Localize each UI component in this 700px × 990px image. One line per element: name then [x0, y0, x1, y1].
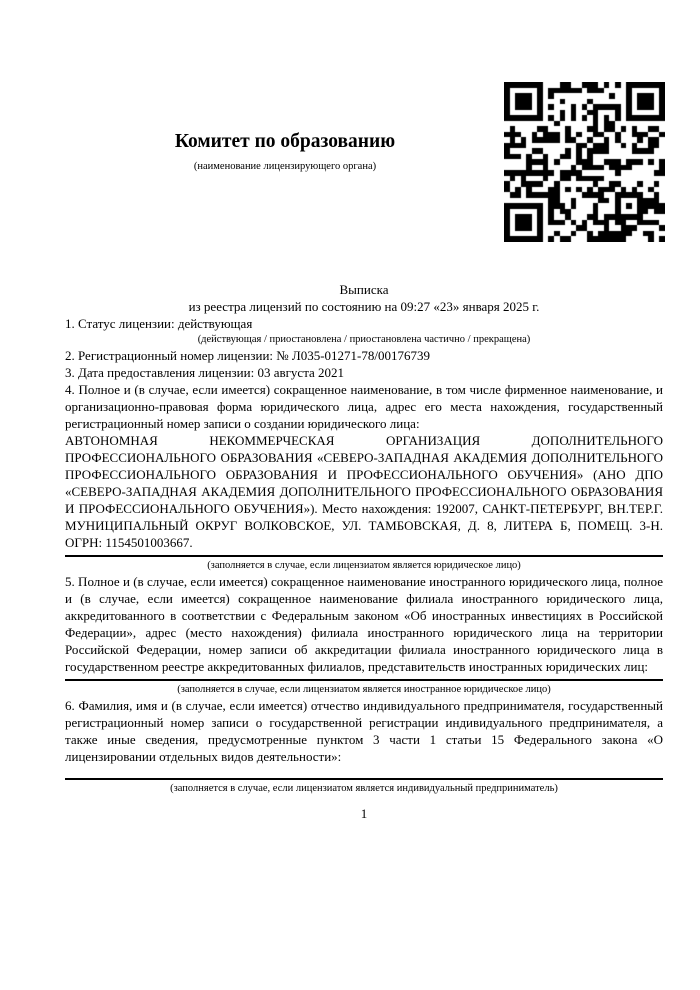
document-title-line1: Выписка [339, 282, 389, 297]
legal-entity-label: 4. Полное и (в случае, если имеется) сокращенное наименование, в том числе фирменное наименование, и организационно-правовая форма юридического лица, адрес его места нахождения, государственный регистрационный номер записи о создании юридического лица: [65, 382, 663, 431]
page-number: 1 [360, 806, 368, 821]
grant-date-line: 3. Дата предоставления лицензии: 03 августа 2021 [65, 365, 345, 380]
legal-entity-caption: (заполняется в случае, если лицензиатом является юридическое лицо) [207, 560, 521, 571]
legal-entity-rule [65, 555, 663, 557]
licensing-authority-name: Комитет по образованию [174, 131, 396, 152]
document-body [65, 0, 663, 822]
document-title-line2: из реестра лицензий по состоянию на 09:27 «23» января 2025 г. [188, 299, 540, 314]
individual-entrepreneur-caption: (заполняется в случае, если лицензиатом является индивидуальный предприниматель) [170, 783, 558, 794]
license-status-line: 1. Статус лицензии: действующая [65, 316, 253, 331]
individual-entrepreneur-label: 6. Фамилия, имя и (в случае, если имеется) отчество индивидуального предпринимателя, государственный регистрационный номер записи о государственной регистрации индивидуального предпринимателя, а также иные сведения, предусмотренные пунктом 3 части 1 статьи 15 Федерального закона «О лицензировании отдельных видов деятельности»: [65, 698, 663, 764]
licensing-authority-caption: (наименование лицензирующего органа) [193, 161, 377, 172]
individual-entrepreneur-rule [65, 778, 663, 780]
document-title [65, 281, 663, 315]
legal-entity-value: АВТОНОМНАЯ НЕКОММЕРЧЕСКАЯ ОРГАНИЗАЦИЯ ДОПОЛНИТЕЛЬНОГО ПРОФЕССИОНАЛЬНОГО ОБРАЗОВАНИЯ «СЕВЕРО-ЗАПАДНАЯ АКАДЕМИЯ ДОПОЛНИТЕЛЬНОГО ПРОФЕССИОНАЛЬНОГО ОБРАЗОВАНИЯ И ПРОФЕССИОНАЛЬНОГО ОБУЧЕНИЯ» (АНО ДПО «СЕВЕРО-ЗАПАДНАЯ АКАДЕМИЯ ДОПОЛНИТЕЛЬНОГО ПРОФЕССИОНАЛЬНОГО ОБРАЗОВАНИЯ И ПРОФЕССИОНАЛЬНОГО ОБУЧЕНИЯ»). Место нахождения: 192007, САНКТ-ПЕТЕРБУРГ, ВН.ТЕР.Г. МУНИЦИПАЛЬНЫЙ ОКРУГ ВОЛКОВСКОЕ, УЛ. ТАМБОВСКАЯ, Д. 8, ЛИТЕРА Б, ПОМЕЩ. 3-Н. ОГРН: 1154501003667. [65, 433, 663, 550]
foreign-entity-rule [65, 679, 663, 681]
foreign-entity-caption: (заполняется в случае, если лицензиатом является иностранное юридическое лицо) [177, 684, 551, 695]
registration-number-line: 2. Регистрационный номер лицензии: № Л035-01271-78/00176739 [65, 348, 431, 363]
license-status-options-caption: (действующая / приостановлена / приостановлена частично / прекращена) [197, 334, 531, 345]
foreign-entity-label: 5. Полное и (в случае, если имеется) сокращенное наименование иностранного юридического лица, полное и (в случае, если имеется) сокращенное наименование филиала иностранного юридического лица, аккредитованного в соответствии с Федеральным законом «Об иностранных инвестициях в Российской Федерации», адрес (место нахождения) филиала иностранного юридического лица на территории Российской Федерации, номер записи об аккредитации филиала иностранного юридического лица в государственном реестре аккредитованных филиалов, представительств иностранных юридических лиц: [65, 574, 663, 674]
